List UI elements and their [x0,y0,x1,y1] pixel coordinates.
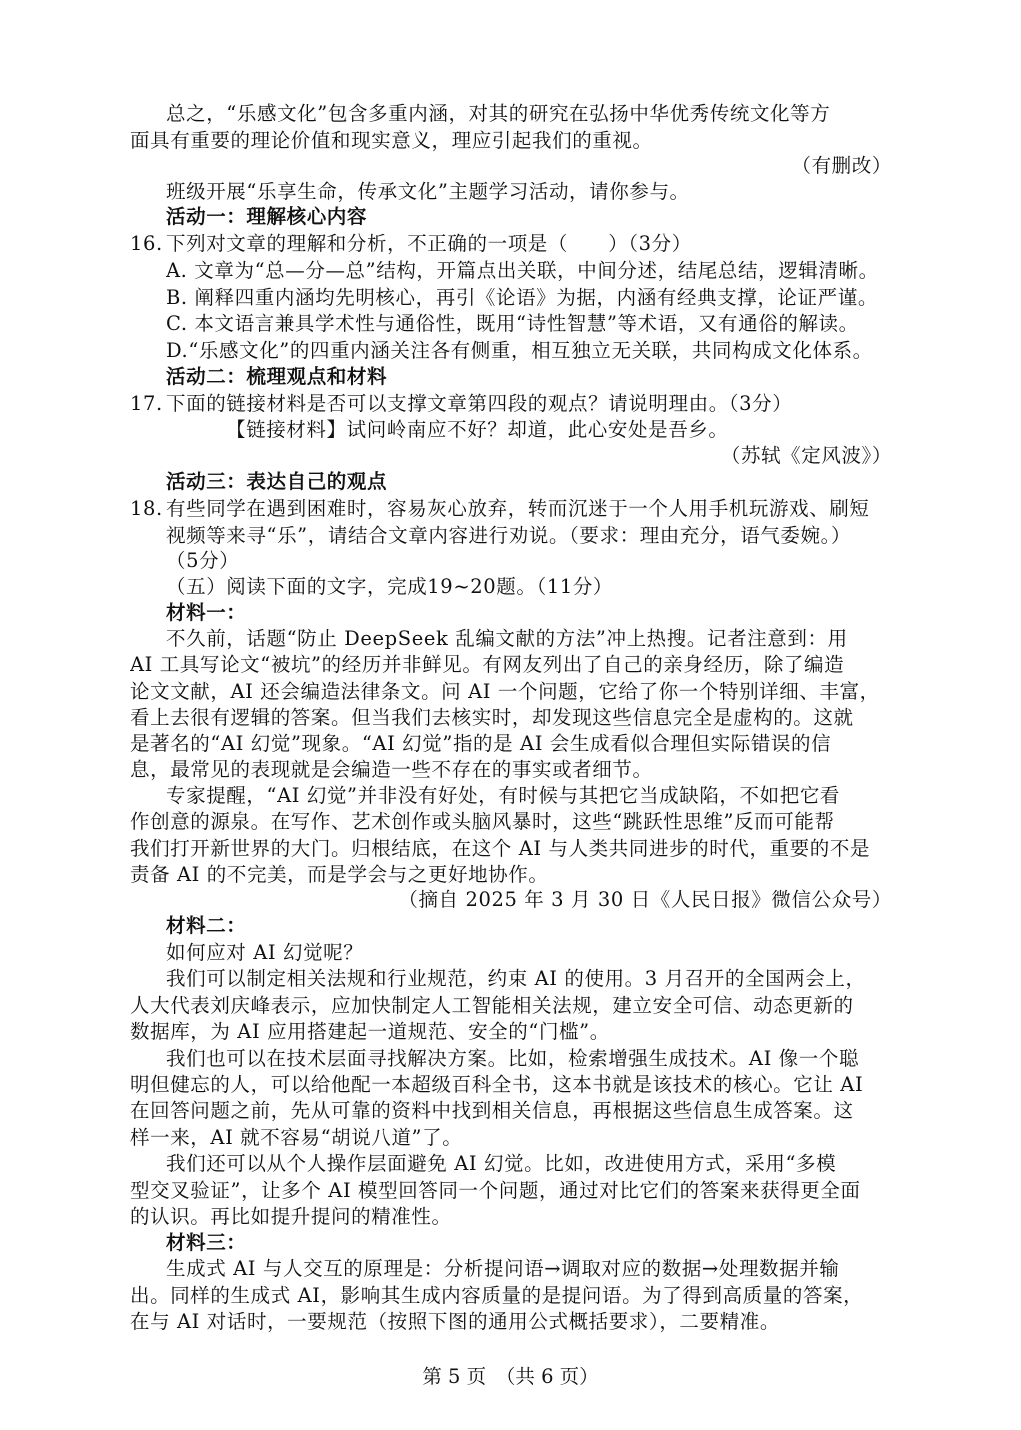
paragraph-line: 的认识。再比如提升提问的精准性。 [130,1205,452,1228]
paragraph-line: 明但健忘的人，可以给他配一本超级百科全书，这本书就是该技术的核心。它让 AI [130,1073,864,1096]
paragraph-line: 我们可以制定相关法规和行业规范，约束 AI 的使用。3 月召开的全国两会上， [166,967,866,990]
paragraph-line: 样一来，AI 就不容易“胡说八道”了。 [130,1126,463,1149]
material-1-heading: 材料一： [166,601,247,624]
activity-1-heading: 活动一：理解核心内容 [166,205,368,228]
paragraph-line: 数据库，为 AI 应用搭建起一道规范、安全的“门槛”。 [130,1020,610,1043]
paragraph-line: 不久前，话题“防止 DeepSeek 乱编文献的方法”冲上热搜。记者注意到：用 [166,627,848,650]
paragraph-line: 是著名的“AI 幻觉”现象。“AI 幻觉”指的是 AI 会生成看似合理但实际错误的信 [130,732,832,755]
paragraph-line: 在与 AI 对话时，一要规范（按照下图的通用公式概括要求），二要精准。 [130,1310,780,1333]
paragraph-line: 出。同样的生成式 AI，影响其生成内容质量的是提问语。为了得到高质量的答案， [130,1284,864,1307]
paragraph-line: 息，最常见的表现就是会编造一些不存在的事实或者细节。 [130,758,653,781]
paragraph-line: 如何应对 AI 幻觉呢？ [166,941,364,964]
option-a: A. 文章为“总—分—总”结构，开篇点出关联，中间分述，结尾总结，逻辑清晰。 [166,259,879,282]
paragraph-line: 看上去很有逻辑的答案。但当我们去核实时，却发现这些信息完全是虚构的。这就 [130,706,854,729]
question-16-stem: 下列对文章的理解和分析，不正确的一项是（ ）（3分） [166,232,692,255]
paragraph-line: 责备 AI 的不完美，而是学会与之更好地协作。 [130,863,549,886]
activity-2-heading: 活动二：梳理观点和材料 [166,365,388,388]
link-material-source: （苏轼《定风波》） [720,444,892,467]
paragraph-line: 我们也可以在技术层面寻找解决方案。比如，检索增强生成技术。AI 像一个聪 [166,1047,860,1070]
paragraph-line: 总之，“乐感文化”包含多重内涵，对其的研究在弘扬中华优秀传统文化等方 [166,102,831,125]
question-18-line: 有些同学在遇到困难时，容易灰心放弃，转而沉迷于一个人用手机玩游戏、刷短 [166,497,870,520]
question-16-number: 16. [130,232,163,255]
paragraph-line: 专家提醒，“AI 幻觉”并非没有好处，有时候与其把它当成缺陷，不如把它看 [166,784,841,807]
material-2-heading: 材料二： [166,914,247,937]
material-3-heading: 材料三： [166,1231,247,1254]
option-c: C. 本文语言兼具学术性与通俗性，既用“诗性智慧”等术语，又有通俗的解读。 [166,312,859,335]
section-5-heading: （五）阅读下面的文字，完成19~20题。（11分） [166,575,614,598]
paragraph-line: 型交叉验证”，让多个 AI 模型回答同一个问题，通过对比它们的答案来获得更全面 [130,1179,861,1202]
paragraph-line: AI 工具写论文“被坑”的经历并非鲜见。有网友列出了自己的亲身经历，除了编造 [130,653,845,676]
activity-3-heading: 活动三：表达自己的观点 [166,470,388,493]
option-d: D.“乐感文化”的四重内涵关注各有侧重，相互独立无关联，共同构成文化体系。 [166,339,873,362]
paragraph-line: 我们还可以从个人操作层面避免 AI 幻觉。比如，改进使用方式，采用“多模 [166,1152,837,1175]
page-number-footer: 第 5 页 （共 6 页） [422,1365,599,1388]
activity-intro: 班级开展“乐享生命，传承文化”主题学习活动，请你参与。 [166,180,690,203]
material-1-source: （摘自 2025 年 3 月 30 日《人民日报》微信公众号） [398,888,892,911]
paragraph-line: 作创意的源泉。在写作、艺术创作或头脑风暴时，这些“跳跃性思维”反而可能帮 [130,810,835,833]
paragraph-line: 我们打开新世界的大门。归根结底，在这个 AI 与人类共同进步的时代，重要的不是 [130,837,871,860]
paragraph-line: 论文文献，AI 还会编造法律条文。问 AI 一个问题，它给了你一个特别详细、丰富， [130,680,880,703]
question-17-number: 17. [130,392,163,415]
question-18-number: 18. [130,497,163,520]
source-note: （有删改） [791,154,892,177]
question-17-stem: 下面的链接材料是否可以支撑文章第四段的观点？请说明理由。（3分） [166,392,793,415]
link-material: 【链接材料】试问岭南应不好？却道，此心安处是吾乡。 [226,418,729,441]
question-18-line: 视频等来寻“乐”，请结合文章内容进行劝说。（要求：理由充分，语气委婉。） [166,524,852,547]
paragraph-line: 生成式 AI 与人交互的原理是：分析提问语→调取对应的数据→处理数据并输 [166,1257,840,1280]
paragraph-line: 面具有重要的理论价值和现实意义，理应引起我们的重视。 [130,129,653,152]
option-b: B. 阐释四重内涵均先明核心，再引《论语》为据，内涵有经典支撑，论证严谨。 [166,286,878,309]
paragraph-line: 人大代表刘庆峰表示，应加快制定人工智能相关法规，建立安全可信、动态更新的 [130,994,854,1017]
question-18-score: （5分） [166,549,240,572]
paragraph-line: 在回答问题之前，先从可靠的资料中找到相关信息，再根据这些信息生成答案。这 [130,1099,854,1122]
